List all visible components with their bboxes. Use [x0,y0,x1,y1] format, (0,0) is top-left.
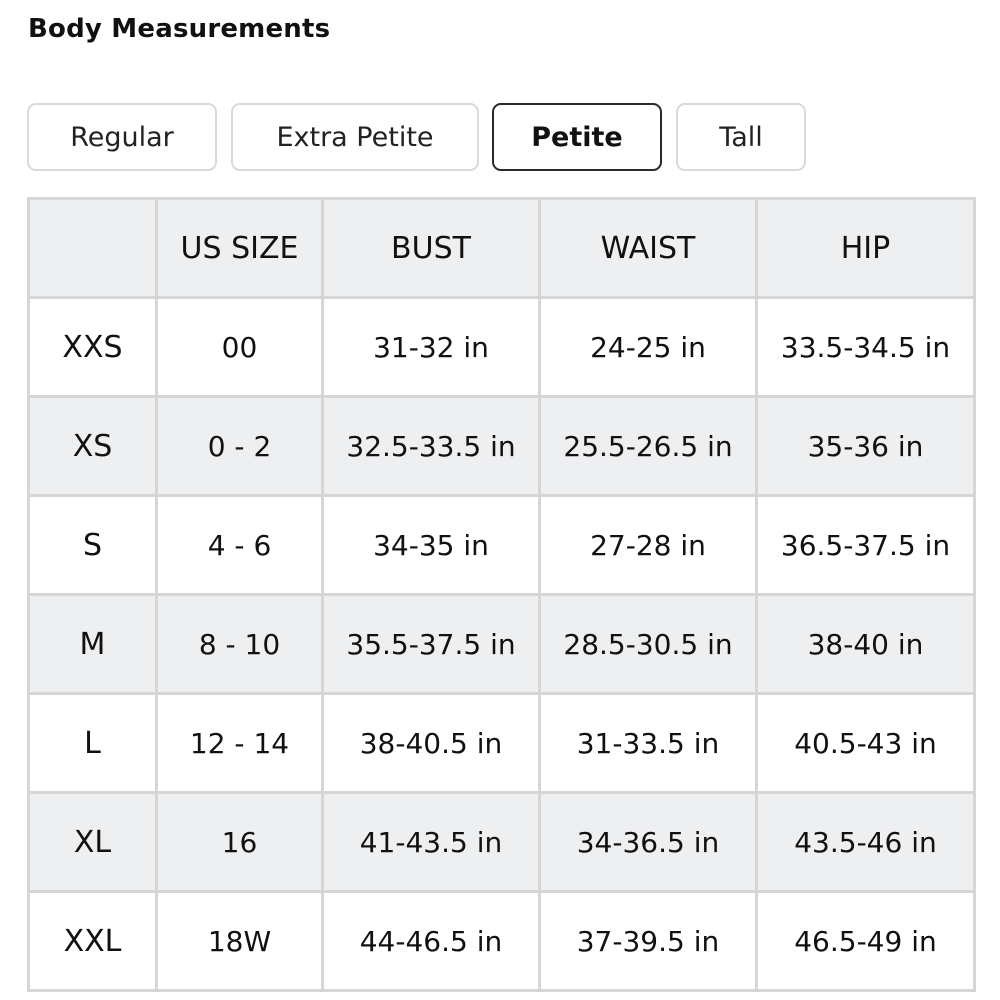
size-cell: XXS [29,298,157,397]
waist-cell: 31-33.5 in [540,694,757,793]
header-size [29,199,157,298]
hip-cell: 35-36 in [757,397,975,496]
tab-tall[interactable]: Tall [676,103,806,171]
waist-cell: 28.5-30.5 in [540,595,757,694]
waist-cell: 27-28 in [540,496,757,595]
table-row [29,397,975,496]
hip-cell: 40.5-43 in [757,694,975,793]
size-cell: S [29,496,157,595]
table-row [29,496,975,595]
bust-cell: 34-35 in [323,496,540,595]
hip-cell: 46.5-49 in [757,892,975,991]
bust-cell: 31-32 in [323,298,540,397]
size-cell: L [29,694,157,793]
waist-cell: 34-36.5 in [540,793,757,892]
tab-regular[interactable]: Regular [27,103,217,171]
us-size-cell: 0 - 2 [157,397,323,496]
us-size-cell: 8 - 10 [157,595,323,694]
header-bust: BUST [323,199,540,298]
table-row [29,298,975,397]
table-row [29,595,975,694]
header-hip: HIP [757,199,975,298]
waist-cell: 25.5-26.5 in [540,397,757,496]
table-row [29,793,975,892]
tab-extra-petite[interactable]: Extra Petite [231,103,479,171]
us-size-cell: 12 - 14 [157,694,323,793]
header-us-size: US SIZE [157,199,323,298]
us-size-cell: 18W [157,892,323,991]
hip-cell: 38-40 in [757,595,975,694]
table-row [29,892,975,991]
table-header-row [29,199,975,298]
tab-petite[interactable]: Petite [492,103,662,171]
bust-cell: 41-43.5 in [323,793,540,892]
us-size-cell: 16 [157,793,323,892]
bust-cell: 44-46.5 in [323,892,540,991]
size-cell: M [29,595,157,694]
hip-cell: 33.5-34.5 in [757,298,975,397]
bust-cell: 38-40.5 in [323,694,540,793]
header-waist: WAIST [540,199,757,298]
size-cell: XL [29,793,157,892]
size-cell: XS [29,397,157,496]
bust-cell: 35.5-37.5 in [323,595,540,694]
hip-cell: 36.5-37.5 in [757,496,975,595]
table-row [29,694,975,793]
bust-cell: 32.5-33.5 in [323,397,540,496]
hip-cell: 43.5-46 in [757,793,975,892]
waist-cell: 24-25 in [540,298,757,397]
us-size-cell: 00 [157,298,323,397]
page-title: Body Measurements [28,14,331,44]
size-cell: XXL [29,892,157,991]
waist-cell: 37-39.5 in [540,892,757,991]
us-size-cell: 4 - 6 [157,496,323,595]
size-chart-table [27,197,976,992]
